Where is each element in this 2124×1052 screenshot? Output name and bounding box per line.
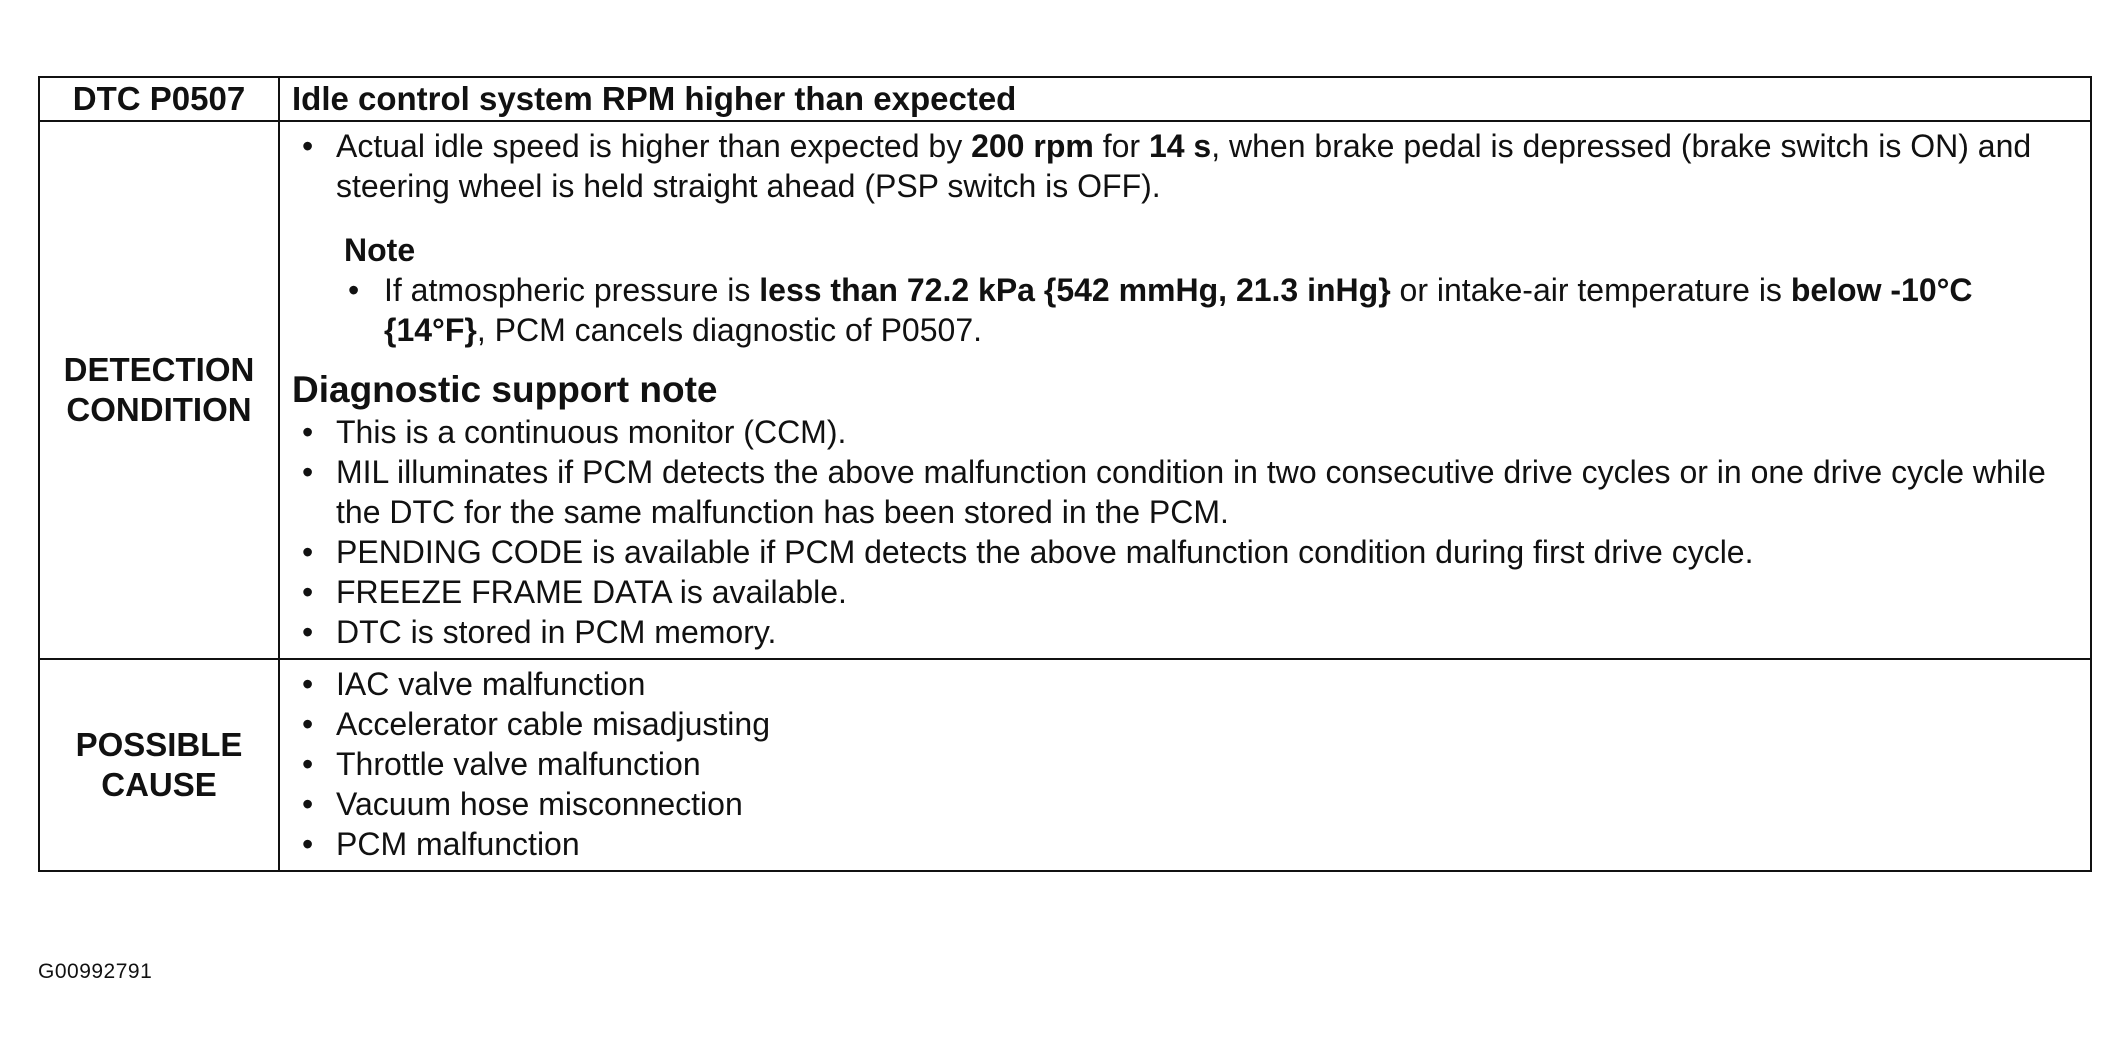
bullet-icon: •: [302, 574, 314, 610]
cause-label-line2: CAUSE: [101, 766, 217, 803]
diagnostic-support-title: Diagnostic support note: [292, 369, 718, 410]
detection-label-line1: DETECTION: [63, 351, 255, 388]
list-item: • MIL illuminates if PCM detects the above malfunction condition in two consecutive drive cycles or in one drive cycle while the DTC for the same malfunction has been stored in the PCM.: [302, 454, 2046, 530]
possible-cause-row: [39, 659, 2091, 871]
possible-cause-label: [39, 659, 279, 871]
dtc-table: [38, 76, 2092, 872]
header-row: [39, 77, 2091, 121]
dtc-code: DTC P0507: [39, 77, 279, 121]
bullet-icon: •: [302, 128, 314, 164]
bullet-icon: •: [302, 746, 314, 782]
note-list: [348, 270, 2078, 350]
list-item: • Throttle valve malfunction: [302, 746, 701, 782]
bullet-icon: •: [302, 614, 314, 650]
bullet-icon: •: [302, 706, 314, 742]
note-title: Note: [344, 232, 416, 268]
note-bullet: • If atmospheric pressure is less than 72.2 kPa {542 mmHg, 21.3 inHg} or intake-air temperature is below -10°C {14°F}, PCM cancels diagnostic of P0507.: [348, 272, 1973, 348]
figure-code: G00992791: [38, 960, 153, 983]
list-item: • FREEZE FRAME DATA is available.: [302, 574, 847, 610]
detection-main-list: [292, 126, 2078, 206]
possible-cause-content: [279, 659, 2091, 871]
bullet-icon: •: [348, 272, 360, 308]
list-item: • This is a continuous monitor (CCM).: [302, 414, 847, 450]
list-item: • PCM malfunction: [302, 826, 580, 862]
cause-label-line1: POSSIBLE: [75, 726, 243, 763]
bullet-icon: •: [302, 786, 314, 822]
list-item: • PENDING CODE is available if PCM detects the above malfunction condition during first drive cycle.: [302, 534, 1754, 570]
detection-label-line2: CONDITION: [66, 391, 252, 428]
diagnostic-support-list: [292, 412, 2078, 652]
list-item: • IAC valve malfunction: [302, 666, 646, 702]
bullet-icon: •: [302, 666, 314, 702]
bullet-icon: •: [302, 826, 314, 862]
detection-main-bullet: • Actual idle speed is higher than expected by 200 rpm for 14 s, when brake pedal is depressed (brake switch is ON) and steering wheel is held straight ahead (PSP switch is OFF).: [302, 128, 2032, 204]
list-item: • Accelerator cable misadjusting: [302, 706, 770, 742]
detection-condition-content: [279, 121, 2091, 659]
possible-cause-list: [292, 664, 2078, 864]
detection-condition-label: [39, 121, 279, 659]
bullet-icon: •: [302, 414, 314, 450]
list-item: • DTC is stored in PCM memory.: [302, 614, 777, 650]
note-block: [292, 230, 2078, 350]
detection-condition-row: [39, 121, 2091, 659]
dtc-title: Idle control system RPM higher than expected: [279, 77, 2091, 121]
bullet-icon: •: [302, 454, 314, 490]
bullet-icon: •: [302, 534, 314, 570]
list-item: • Vacuum hose misconnection: [302, 786, 743, 822]
